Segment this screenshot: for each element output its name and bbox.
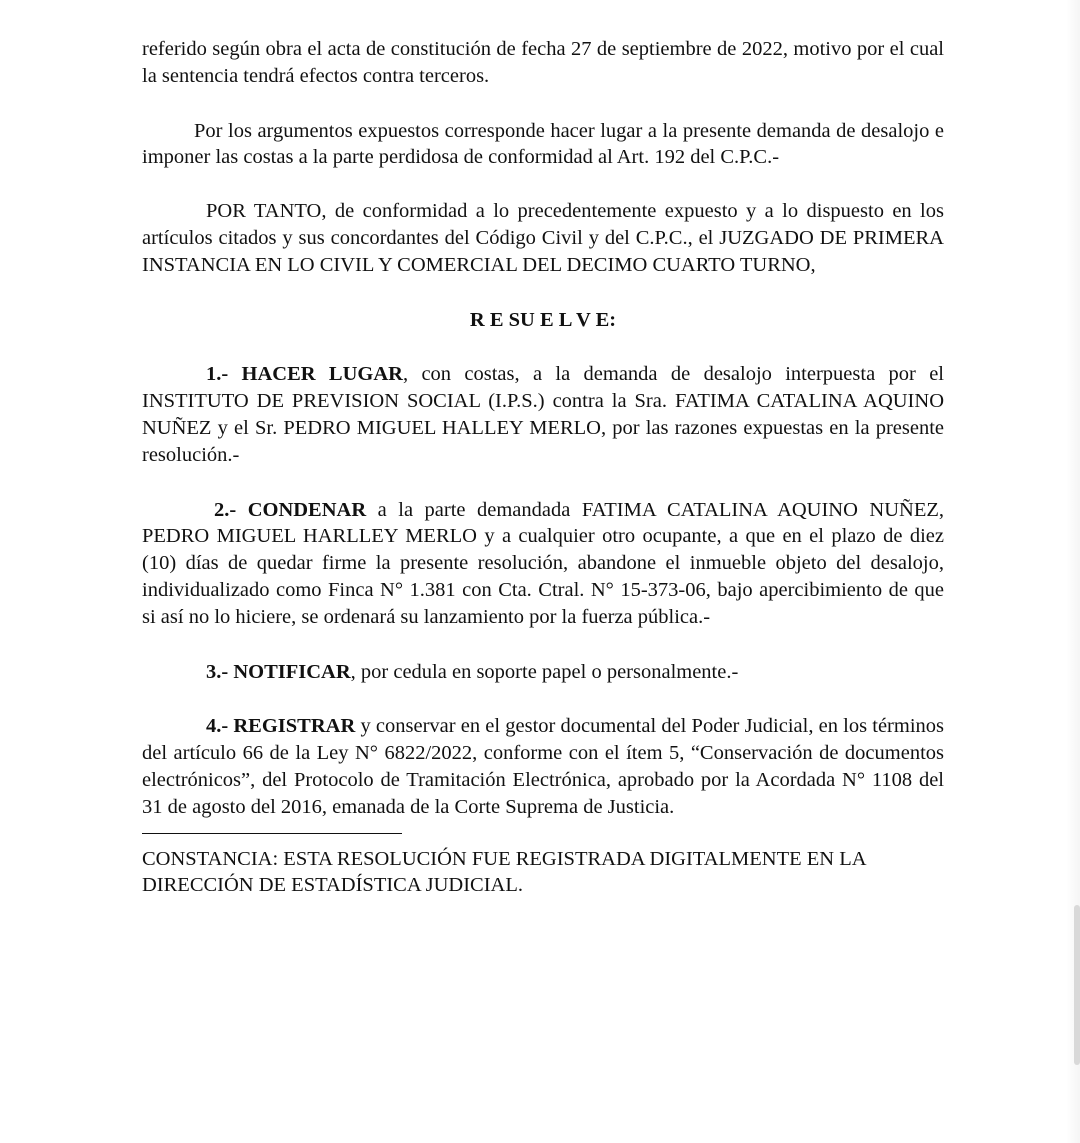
scrollbar-thumb[interactable]	[1074, 905, 1080, 1065]
paragraph-por-tanto	[142, 198, 944, 278]
paragraph-argumentos-text: Por los argumentos expuestos corresponde hacer lugar a la presente demanda de desalojo e imponer las costas a la parte perdidosa de conformidad al Art. 192 del C.P.C.-	[142, 119, 944, 169]
item-3-label: 3.- NOTIFICAR	[206, 660, 351, 683]
item-3	[142, 659, 944, 686]
item-2-label: 2.- CONDENAR	[214, 498, 367, 521]
constancia-note: CONSTANCIA: ESTA RESOLUCIÓN FUE REGISTRADA DIGITALMENTE EN LA DIRECCIÓN DE ESTADÍSTICA JUDICIAL.	[142, 847, 866, 896]
item-2	[142, 497, 944, 631]
item-2-text: a la parte demandada FATIMA CATALINA AQUINO NUÑEZ, PEDRO MIGUEL HARLLEY MERLO y a cualquier otro ocupante, a que en el plazo de diez (10) días de quedar firme la presente resolución, abandone el inmueble objeto del desalojo, individualizado como Finca N° 1.381 con Cta. Ctral. N° 15-373-06, bajo apercibimiento de que si así no lo hiciere, se ordenará su lanzamiento por la fuerza pública.-	[142, 498, 944, 628]
paragraph-acta-text: referido según obra el acta de constitución de fecha 27 de septiembre de 2022, motivo por el cual la sentencia tendrá efectos contra terceros.	[142, 38, 944, 87]
item-1-text: , con costas, a la demanda de desalojo interpuesta por el INSTITUTO DE PREVISION SOCIAL (I.P.S.) contra la Sra. FATIMA CATALINA AQUINO NUÑEZ y el Sr. PEDRO MIGUEL HALLEY MERLO, por las razones expuestas en la presente resolución.-	[142, 363, 944, 466]
item-4-text: y conservar en el gestor documental del Poder Judicial, en los términos del artículo 66 de la Ley N° 6822/2022, conforme con el ítem 5, “Conservación de documentos electrónicos”, del Protocolo de Tramitación Electrónica, aprobado por la Acordada N° 1108 del 31 de agosto del 2016, emanada de la Corte Suprema de Justicia.	[142, 715, 945, 818]
resuelve-heading: R E SU E L V E:	[469, 308, 617, 331]
item-3-text: , por cedula en soporte papel o personalmente.-	[350, 660, 739, 683]
paragraph-por-tanto-text: POR TANTO, de conformidad a lo precedentemente expuesto y a lo dispuesto en los artículos citados y sus concordantes del Código Civil y del C.P.C., el JUZGADO DE PRIMERA INSTANCIA EN LO CIVIL Y COMERCIAL DEL DECIMO CUARTO TURNO,	[142, 200, 944, 276]
paragraph-acta	[142, 36, 944, 90]
paragraph-argumentos	[142, 118, 944, 172]
item-4-label: 4.- REGISTRAR	[206, 715, 356, 738]
item-1	[142, 361, 944, 468]
document-page	[142, 36, 944, 898]
item-1-label: 1.- HACER LUGAR	[206, 363, 403, 386]
item-4	[142, 713, 944, 820]
separator-line	[142, 833, 402, 834]
